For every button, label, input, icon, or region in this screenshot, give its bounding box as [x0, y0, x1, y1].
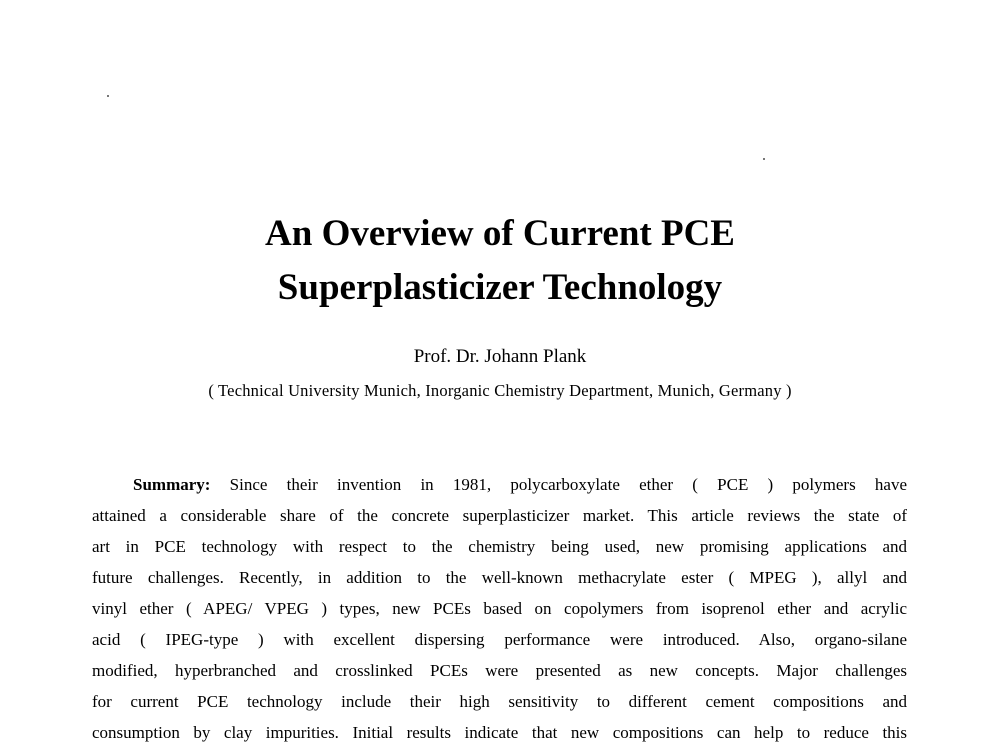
- summary-label: Summary:: [133, 475, 211, 494]
- affiliation: ( Technical University Munich, Inorganic Chemistry Department, Munich, Germany ): [208, 381, 792, 400]
- summary-line: art in PCE technology with respect to the chemistry being used, new promising applications and: [92, 537, 907, 556]
- scan-speck: [763, 158, 765, 160]
- title-line-2: Superplasticizer Technology: [277, 267, 723, 308]
- summary-line: acid ( IPEG-type ) with excellent dispersing performance were introduced. Also, organo-silane: [92, 630, 907, 649]
- summary-line: for current PCE technology include their high sensitivity to different cement compositions and: [92, 692, 907, 711]
- summary-line: vinyl ether ( APEG/ VPEG ) types, new PCEs based on copolymers from isoprenol ether and acrylic: [92, 599, 907, 618]
- summary-line: [133, 475, 907, 495]
- summary-line: modified, hyperbranched and crosslinked PCEs were presented as new concepts. Major challenges: [92, 661, 907, 680]
- summary-line: consumption by clay impurities. Initial results indicate that new compositions can help to reduce this: [92, 723, 907, 742]
- author: Prof. Dr. Johann Plank: [413, 346, 587, 367]
- summary-line: attained a considerable share of the concrete superplasticizer market. This article reviews the state of: [92, 506, 907, 525]
- title-line-1: An Overview of Current PCE: [265, 213, 735, 254]
- summary-text: Since their invention in 1981, polycarboxylate ether ( PCE ) polymers have: [229, 475, 907, 494]
- summary-line: future challenges. Recently, in addition to the well-known methacrylate ester ( MPEG ), allyl and: [92, 568, 907, 587]
- scan-speck: [107, 95, 109, 97]
